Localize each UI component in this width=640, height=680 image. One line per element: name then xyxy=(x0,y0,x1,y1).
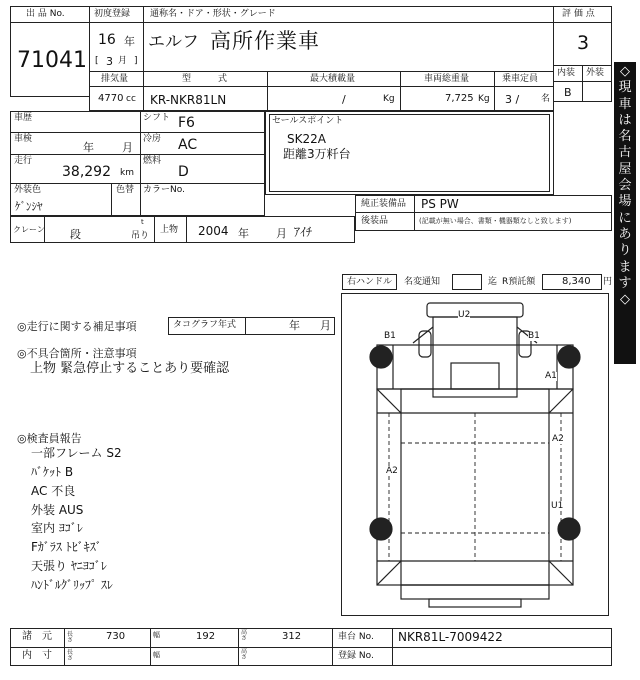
damage-mark-u1: U1 xyxy=(551,501,564,511)
gross-weight-value: 7,725 xyxy=(445,93,474,104)
inspection-year-unit: 年 xyxy=(83,141,94,154)
gross-weight-unit: Kg xyxy=(478,94,490,104)
body-label: 上物 xyxy=(160,225,179,235)
length-label: 長さ xyxy=(67,631,74,644)
sales-point-line-2: 距離3万粁台 xyxy=(283,147,351,161)
inspection-label: 車検 xyxy=(14,134,33,144)
body-year-unit: 年 xyxy=(238,227,249,240)
damage-mark-a2-left: A2 xyxy=(386,466,398,476)
crane-label: クレーン xyxy=(13,225,45,234)
displacement-unit: cc xyxy=(126,94,136,104)
registration-year-unit: 年 xyxy=(124,35,135,48)
capacity-unit: 名 xyxy=(541,94,551,104)
interior-height-label: 高さ xyxy=(241,648,248,661)
type-label: 型 式 xyxy=(182,74,228,84)
dimensions-label: 諸 元 xyxy=(22,631,52,642)
fuel-value: D xyxy=(178,164,189,180)
registration-label: 初度登録 xyxy=(94,9,131,19)
recycle-unit: 円 xyxy=(603,277,613,287)
genuine-label: 純正装備品 xyxy=(361,199,407,209)
tachograph-year-unit: 年 xyxy=(289,319,300,332)
sales-point-line-1: SK22A xyxy=(287,132,326,146)
until-mark: 迄 xyxy=(488,277,498,287)
recycle-label: R預託額 xyxy=(502,277,536,287)
vehicle-diagram xyxy=(341,293,609,616)
aftermarket-note: (記載が無い場合、書類・機器類なしと致します) xyxy=(419,217,572,225)
history-label: 車歴 xyxy=(14,113,33,123)
width-label: 幅 xyxy=(153,631,160,639)
capacity-label: 乗車定員 xyxy=(502,74,539,84)
interior-label: 内装 xyxy=(557,68,576,78)
inspector-title: ◎検査員報告 xyxy=(17,432,82,445)
interior-length-label: 長さ xyxy=(67,649,74,662)
body-year: 2004 xyxy=(198,224,229,238)
body-month-unit: 月 xyxy=(276,227,287,240)
name-change-label: 名変通知 xyxy=(404,277,441,287)
genuine-value: PS PW xyxy=(421,197,459,211)
handle-position: 右ハンドル xyxy=(347,277,393,287)
inspector-line: AC 不良 xyxy=(31,484,76,498)
evaluation-score: 3 xyxy=(577,32,590,54)
lot-label: 出 品 No. xyxy=(26,9,65,19)
evaluation-label: 評 価 点 xyxy=(562,9,595,19)
length-value: 730 xyxy=(106,631,126,642)
damage-mark-a1: A1 xyxy=(545,371,557,381)
max-load-unit: Kg xyxy=(383,94,395,104)
tachograph-label: タコグラフ年式 xyxy=(173,320,237,330)
side-notice-text: ◇現車は名古屋会場にあります◇ xyxy=(618,64,632,308)
inspector-line: 室内 ﾖｺﾞﾚ xyxy=(31,521,83,535)
inspection-month-unit: 月 xyxy=(122,141,133,154)
interior-width-label: 幅 xyxy=(153,651,160,659)
inspector-line: 一部フレーム S2 xyxy=(31,446,122,460)
defects-title: ◎不具合箇所・注意事項 xyxy=(17,347,137,360)
exterior-color-label: 外装色 xyxy=(14,185,42,195)
body-maker: ｱｲﾁ xyxy=(294,225,313,239)
crane-stage-unit: 段 xyxy=(70,228,81,241)
interior-dims-label: 内 寸 xyxy=(22,650,52,661)
exterior-color-value: ｹﾞﾝｼﾔ xyxy=(15,200,43,213)
max-load-label: 最大積載量 xyxy=(310,74,356,84)
inspector-line: ﾊﾞｹｯﾄ B xyxy=(31,465,74,479)
displacement-value: 4770 xyxy=(98,93,124,104)
inspector-line: 外装 AUS xyxy=(31,503,84,517)
registration-no-label: 登録 No. xyxy=(338,651,374,661)
sales-point-label: セールスポイント xyxy=(272,116,344,126)
aircon-label: 冷房 xyxy=(143,134,162,144)
defects-text: 上物 緊急停止することあり要確認 xyxy=(30,361,230,376)
type-value: KR-NKR81LN xyxy=(150,93,227,107)
registration-month-unit: 月 xyxy=(118,56,128,66)
interior-grade: B xyxy=(564,86,572,99)
tachograph-month-unit: 月 xyxy=(320,319,331,332)
shift-value: F6 xyxy=(178,115,195,131)
registration-year: 16 xyxy=(98,32,116,48)
chassis-label: 車台 No. xyxy=(338,632,374,642)
damage-mark-a2-right: A2 xyxy=(552,434,564,444)
lot-number: 71041 xyxy=(17,48,87,73)
width-value: 192 xyxy=(196,631,216,642)
gross-weight-label: 車両総重量 xyxy=(424,74,470,84)
shift-label: シフト xyxy=(143,113,171,123)
model-label: 通称名・ドア・形状・グレード xyxy=(150,9,276,19)
mileage-value: 38,292 xyxy=(62,164,111,180)
capacity-value: 3 / xyxy=(505,93,520,106)
aircon-value: AC xyxy=(178,137,198,153)
side-notice-band xyxy=(614,62,636,364)
inspector-line: ﾊﾝﾄﾞﾙｸﾞﾘｯﾌﾟ ｽﾚ xyxy=(31,578,113,592)
model-grade: 高所作業車 xyxy=(210,29,320,53)
color-change-label: 色替 xyxy=(116,185,135,195)
height-label: 高さ xyxy=(241,629,248,642)
chassis-value: NKR81L-7009422 xyxy=(398,630,503,644)
crane-ton-unit: t xyxy=(141,218,144,226)
color-no-label: カラーNo. xyxy=(143,185,185,195)
crane-hanging: 吊り xyxy=(131,231,150,241)
damage-mark-b1-right: B1 xyxy=(528,331,540,341)
model-name: エルフ xyxy=(148,32,199,52)
aftermarket-label: 後装品 xyxy=(361,216,389,226)
exterior-label: 外装 xyxy=(586,68,605,78)
inspector-line: Fｶﾞﾗｽ ﾄﾋﾞｷｽﾞ xyxy=(31,540,102,554)
damage-mark-u2: U2 xyxy=(458,310,471,320)
fuel-label: 燃料 xyxy=(143,156,162,166)
max-load-value: / xyxy=(342,93,346,106)
registration-month: 3 xyxy=(106,55,113,68)
mileage-unit: km xyxy=(120,168,134,178)
displacement-label: 排気量 xyxy=(101,74,129,84)
recycle-value: 8,340 xyxy=(562,276,591,287)
mileage-label: 走行 xyxy=(14,156,33,166)
height-value: 312 xyxy=(282,631,302,642)
inspector-line: 天張り ﾔﾆﾖｺﾞﾚ xyxy=(31,559,107,573)
driving-notes-title: ◎走行に関する補足事項 xyxy=(17,320,137,333)
damage-mark-b1-left: B1 xyxy=(384,331,396,341)
